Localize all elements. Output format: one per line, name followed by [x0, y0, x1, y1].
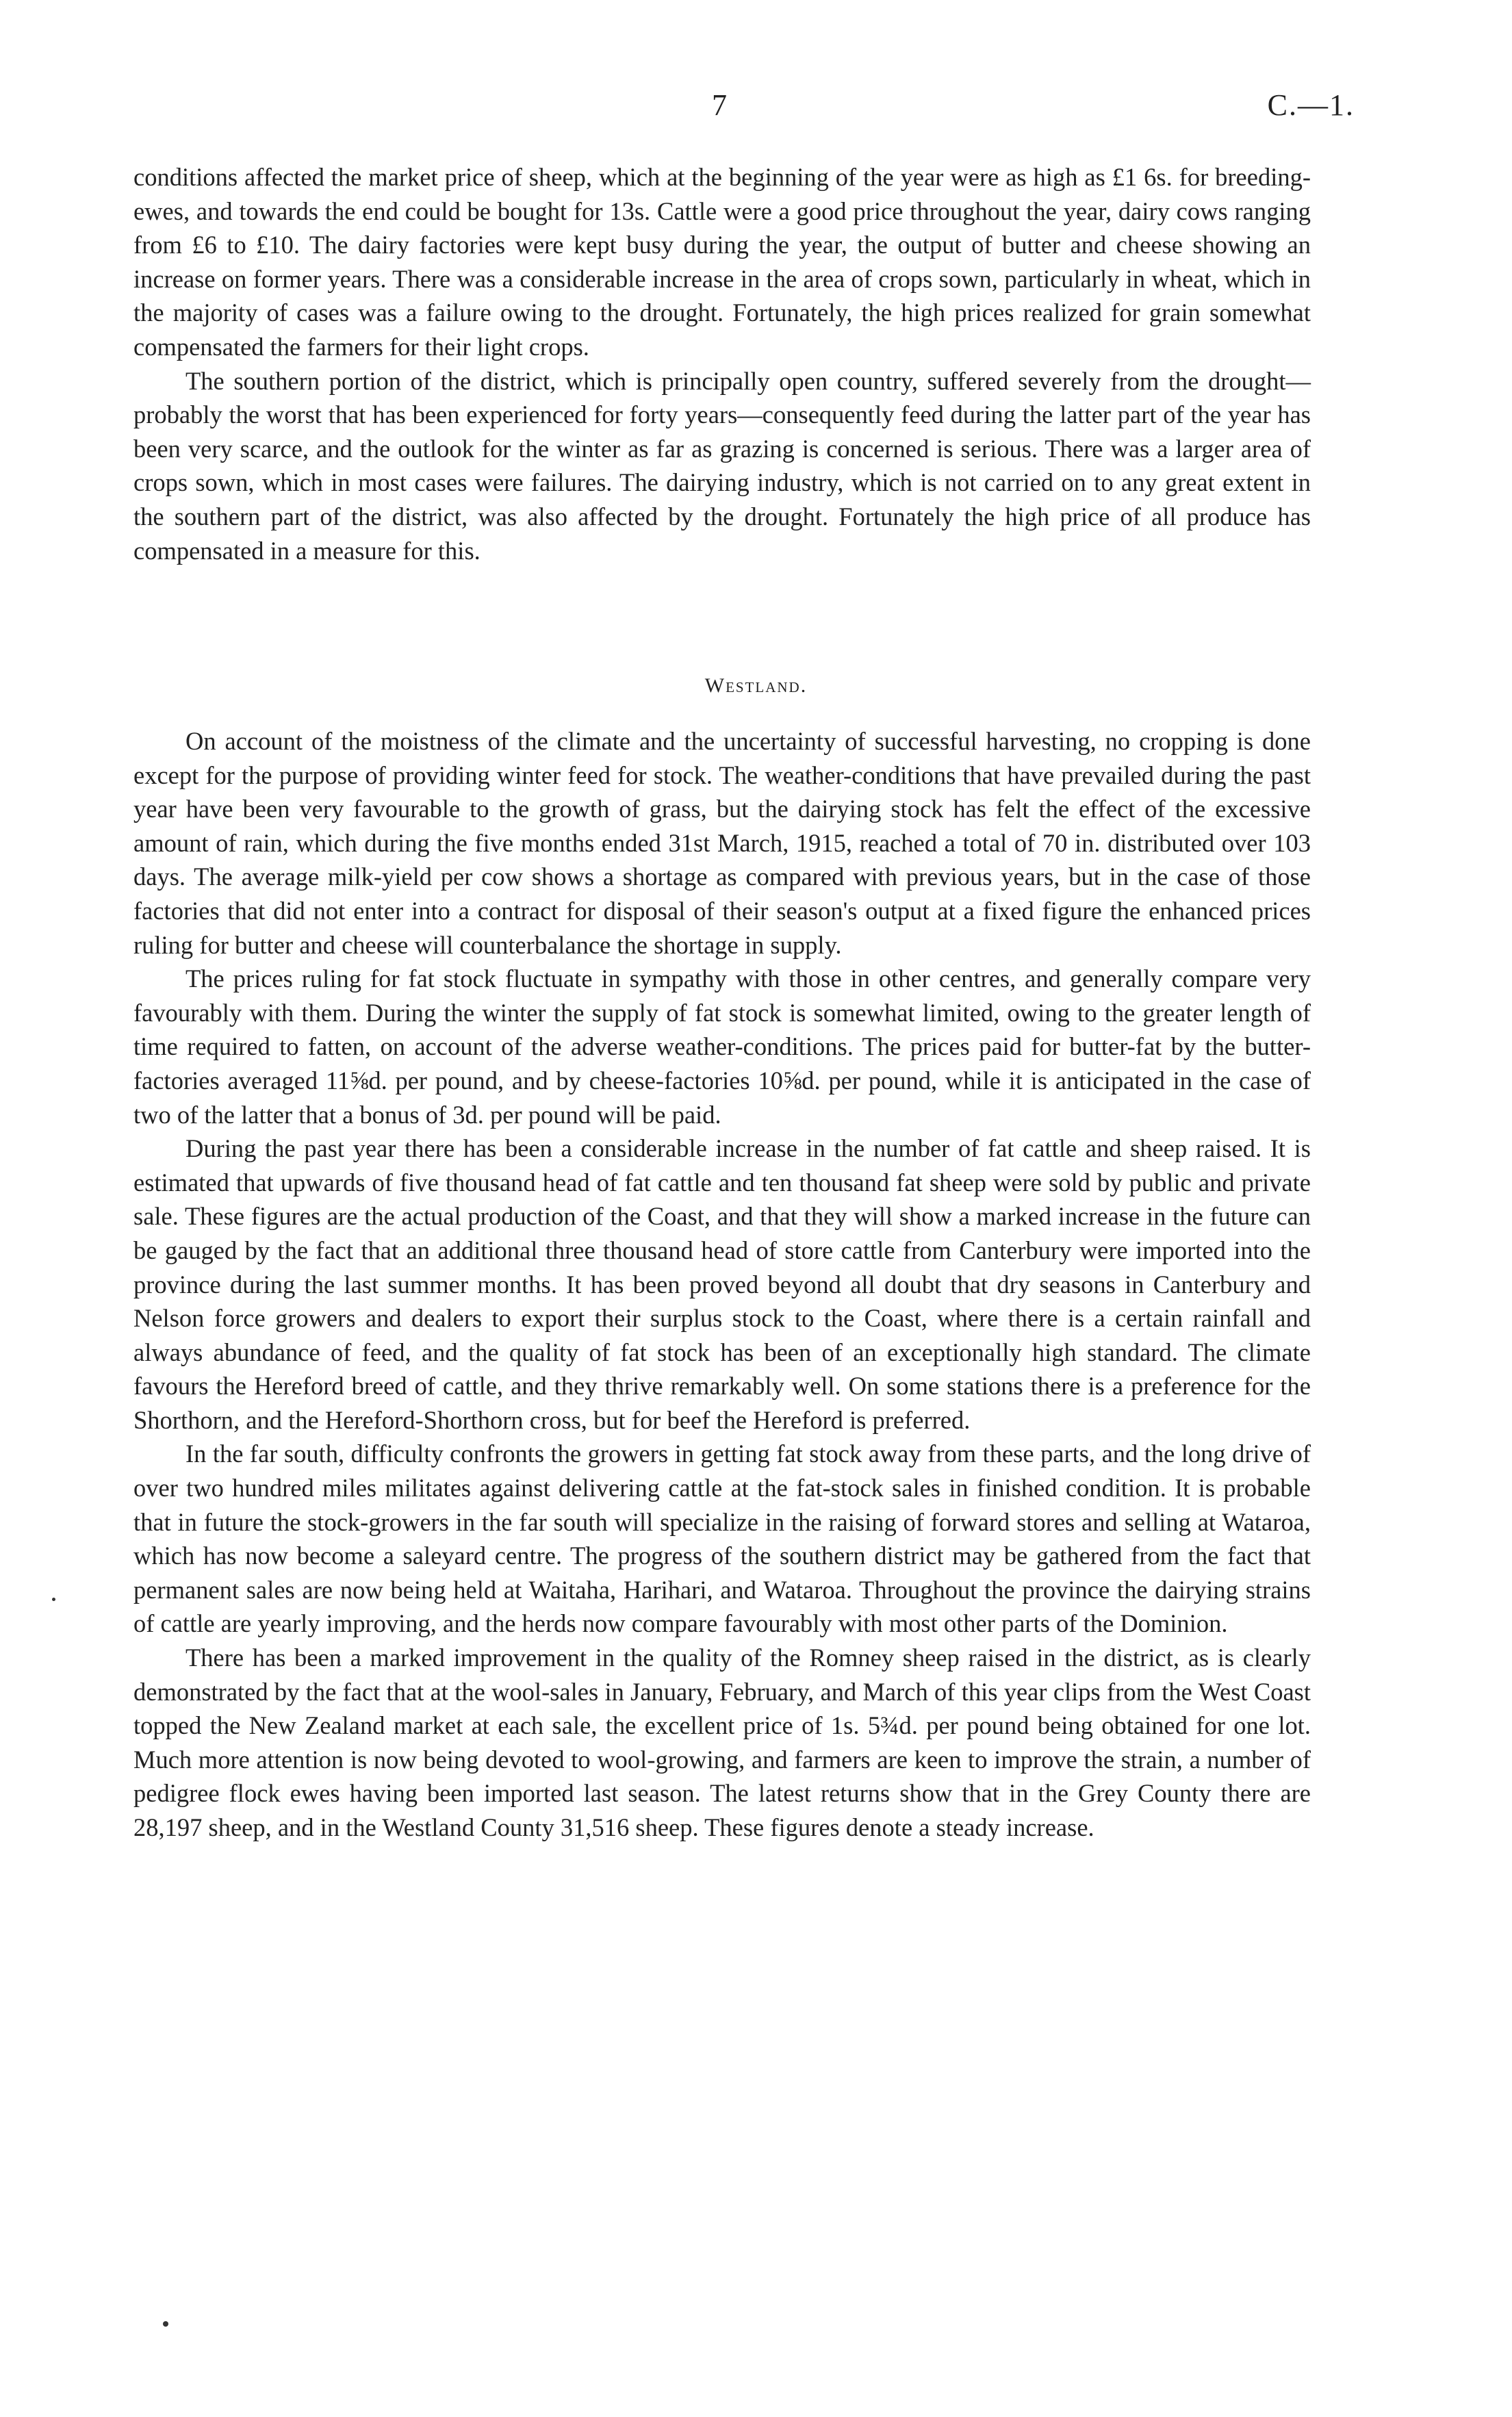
stray-mark [163, 2321, 168, 2327]
paragraph: conditions affected the market price of sheep, which at the beginning of the year were as high as £1 6s. for breeding-ewes, and towards the end could be bought for 13s. Cattle were a good price throughout the year, dairy cows ranging from £6 to £10. The dairy factories were kept busy during the year, the output of butter and cheese showing an increase on former years. There was a considerable increase in the area of crops sown, particularly in wheat, which in the majority of cases was a failure owing to the drought. Fortunately, the high prices realized for grain somewhat compensated the farmers for their light crops. [133, 163, 1311, 361]
paragraph: On account of the moistness of the climate and the uncertainty of successful harvesting, no cropping is done except for the purpose of providing winter feed for stock. The weather-conditions that have prevailed during the past year have been very favourable to the growth of grass, but the dairying stock has felt the effect of the excessive amount of rain, which during the five months ended 31st March, 1915, reached a total of 70 in. distributed over 103 days. The average milk-yield per cow shows a shortage as compared with previous years, but in the case of those factories that did not enter into a contract for disposal of their season's output at a fixed figure the enhanced prices ruling for butter and cheese will counterbalance the shortage in supply. [133, 727, 1311, 959]
page-number: 7 [712, 88, 727, 122]
paragraph: In the far south, difficulty confronts the growers in getting fat stock away from these parts, and the long drive of over two hundred miles militates against delivering cattle at the fat-stock sales in finished condition. It is probable that in future the stock-growers in the far south will specialize in the raising of forward stores and selling at Wataroa, which has now become a saleyard centre. The progress of the southern district may be gathered from the fact that permanent sales are now being held at Waitaha, Harihari, and Wataroa. Throughout the province the dairying strains of cattle are yearly improving, and the herds now compare favourably with most other parts of the Dominion. [133, 1440, 1311, 1638]
section-heading-westland: Westland. [704, 674, 808, 697]
stray-mark [52, 1598, 55, 1601]
paragraph: The southern portion of the district, which is principally open country, suffered severely from the drought—probably the worst that has been experienced for forty years—consequently feed during the latter part of the year has been very scarce, and the outlook for the winter as far as grazing is concerned is serious. There was a larger area of crops sown, which in most cases were failures. The dairying industry, which is not carried on to any great extent in the southern part of the district, was also affected by the drought. Fortunately the high price of all produce has compensated in a measure for this. [133, 366, 1311, 565]
paragraph: There has been a marked improvement in the quality of the Romney sheep raised in the district, as is clearly demonstrated by the fact that at the wool-sales in January, February, and March of this year clips from the West Coast topped the New Zealand market at each sale, the excellent price of 1s. 5¾d. per pound being obtained for one lot. Much more attention is now being devoted to wool-growing, and farmers are keen to improve the strain, a number of pedigree flock ewes having been imported last season. The latest returns show that in the Grey County there are 28,197 sheep, and in the Westland County 31,516 sheep. These figures denote a steady increase. [133, 1644, 1311, 1841]
paragraph: The prices ruling for fat stock fluctuate in sympathy with those in other centres, and generally compare very favourably with them. During the winter the supply of fat stock is somewhat limited, owing to the greater length of time required to fatten, on account of the adverse weather-conditions. The prices paid for butter-fat by the butter-factories averaged 11⅝d. per pound, and by cheese-factories 10⅝d. per pound, while it is anticipated in the case of two of the latter that a bonus of 3d. per pound will be paid. [133, 964, 1311, 1129]
westland-section [133, 724, 1311, 1845]
continuation-section [133, 160, 1311, 567]
paragraph: During the past year there has been a considerable increase in the number of fat cattle and sheep raised. It is estimated that upwards of five thousand head of fat cattle and ten thousand fat sheep were sold by public and private sale. These figures are the actual production of the Coast, and that they will show a marked increase in the future can be gauged by the fact that an additional three thousand head of store cattle from Canterbury were imported into the province during the last summer months. It has been proved beyond all doubt that dry seasons in Canterbury and Nelson force growers and dealers to export their surplus stock to the Coast, where there is a certain rainfall and always abundance of feed, and the quality of fat stock has been of an exceptionally high standard. The climate favours the Hereford breed of cattle, and they thrive remarkably well. On some stations there is a preference for the Shorthorn, and the Hereford-Shorthorn cross, but for beef the Hereford is preferred. [133, 1134, 1311, 1434]
document-reference: C.—1. [1267, 88, 1355, 122]
